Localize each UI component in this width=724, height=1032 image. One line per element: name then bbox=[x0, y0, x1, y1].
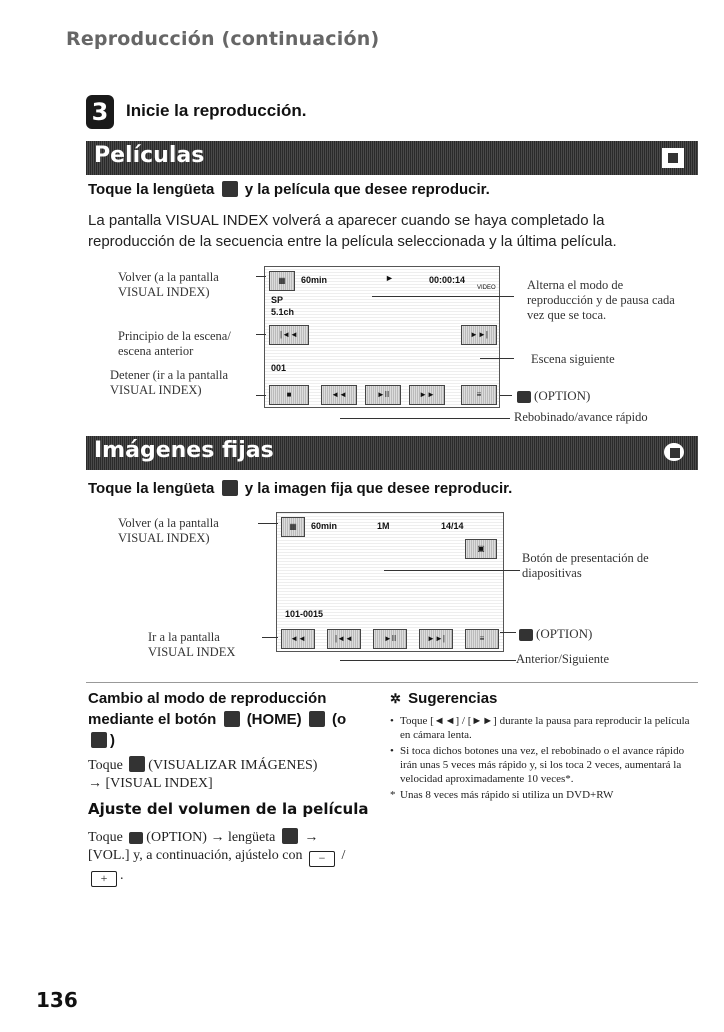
callout-option bbox=[514, 388, 664, 403]
minus-button-icon: − bbox=[309, 851, 335, 867]
leader-line bbox=[258, 523, 278, 524]
leader-line bbox=[500, 632, 516, 633]
callout-next-scene: Escena siguiente bbox=[531, 352, 615, 366]
file-number: 101-0015 bbox=[285, 609, 324, 619]
movies-subhead bbox=[88, 181, 490, 198]
quality-indicator: SP bbox=[271, 295, 284, 305]
stills-bar-label: Imágenes fijas bbox=[94, 438, 274, 463]
next-scene-button[interactable]: ►►| bbox=[461, 325, 497, 345]
image-count: 14/14 bbox=[441, 521, 464, 531]
plus-button-icon: + bbox=[91, 871, 117, 887]
tips-list bbox=[390, 714, 690, 804]
leader-line bbox=[480, 358, 514, 359]
image-button-icon bbox=[309, 711, 325, 727]
play-pause-button[interactable]: ►II bbox=[365, 385, 401, 405]
index-return-button[interactable]: ▦ bbox=[269, 271, 295, 291]
still-lcd-screen bbox=[276, 512, 504, 652]
view-images-icon bbox=[129, 756, 145, 772]
callout-option-label: (OPTION) bbox=[534, 388, 591, 403]
film-icon bbox=[662, 148, 684, 168]
volume-period: . bbox=[120, 868, 124, 883]
leader-line bbox=[340, 418, 510, 419]
playback-mode-heading bbox=[88, 688, 378, 751]
scene-counter: 001 bbox=[271, 363, 287, 373]
section-divider bbox=[86, 682, 698, 683]
playback-mode-heading-line2 bbox=[88, 709, 378, 730]
media-label: VIDEO bbox=[477, 285, 496, 291]
step-title: Inicie la reproducción. bbox=[126, 101, 307, 120]
option-button[interactable]: ≡ bbox=[461, 385, 497, 405]
callout-stills-back-index: Volver (a la pantalla VISUAL INDEX) bbox=[118, 516, 219, 545]
playback-mode-heading-text: mediante el botón bbox=[88, 711, 217, 728]
leader-line bbox=[256, 395, 266, 396]
callout-slideshow: Botón de presentación de diapositivas bbox=[522, 551, 649, 580]
leader-line bbox=[340, 660, 516, 661]
volume-slash: / bbox=[341, 848, 346, 863]
tip-item: • Si toca dichos botones una vez, el rebobinado o el avance rápido irán unas 5 veces más rápido y, si los toca 2 veces, aumentará la velocidad aproximadamente 10 veces*. bbox=[390, 744, 690, 786]
volume-touch-text: Toque bbox=[88, 830, 123, 845]
playback-tab-icon bbox=[282, 828, 298, 844]
movies-subhead-pre: Toque la lengüeta bbox=[88, 181, 215, 198]
callout-stills-option bbox=[516, 626, 666, 641]
volume-adjust-text: [VOL.] y, a continuación, ajústelo con bbox=[88, 848, 303, 863]
stills-stop-button[interactable]: ◄◄ bbox=[281, 629, 315, 649]
film-tab-icon bbox=[222, 181, 238, 197]
movies-subhead-post: y la película que desee reproducir. bbox=[244, 181, 490, 198]
stills-play-button[interactable]: ►II bbox=[373, 629, 407, 649]
volume-body-line1 bbox=[88, 828, 378, 847]
camera-tab-icon bbox=[222, 480, 238, 496]
stills-section-bar bbox=[86, 436, 698, 470]
view-images-label: (VISUALIZAR IMÁGENES) bbox=[148, 758, 318, 773]
callout-stills-option-label: (OPTION) bbox=[536, 626, 593, 641]
stop-button[interactable]: ■ bbox=[269, 385, 309, 405]
heading-close-paren: ) bbox=[110, 732, 115, 749]
tip-footnote: * Unas 8 veces más rápido si utiliza un DVD+RW bbox=[390, 788, 690, 802]
audio-indicator: 5.1ch bbox=[271, 307, 295, 317]
movie-lcd-screen bbox=[264, 266, 500, 408]
leader-line bbox=[384, 570, 520, 571]
image-size-indicator: 1M bbox=[377, 521, 390, 531]
previous-image-button[interactable]: |◄◄ bbox=[327, 629, 361, 649]
callout-rewind-ff: Rebobinado/avance rápido bbox=[514, 410, 648, 424]
callout-stop: Detener (ir a la pantalla VISUAL INDEX) bbox=[110, 368, 228, 397]
volume-arrow: → bbox=[304, 830, 319, 845]
slideshow-button[interactable]: ▣ bbox=[465, 539, 497, 559]
volume-heading: Ajuste del volumen de la película bbox=[88, 800, 369, 818]
stills-subhead-post: y la imagen fija que desee reproducir. bbox=[244, 480, 513, 497]
leader-line bbox=[256, 276, 266, 277]
callout-go-index: Ir a la pantalla VISUAL INDEX bbox=[148, 630, 236, 659]
volume-body bbox=[88, 828, 378, 887]
step-number-badge: 3 bbox=[86, 95, 114, 129]
leader-line bbox=[372, 296, 514, 297]
page-header-title: Reproducción (continuación) bbox=[66, 28, 380, 50]
volume-option-text: (OPTION) → lengüeta bbox=[146, 830, 276, 845]
tips-heading-label: Sugerencias bbox=[408, 690, 498, 707]
volume-body-line3 bbox=[88, 867, 378, 887]
callout-start-scene: Principio de la escena/ escena anterior bbox=[118, 329, 231, 358]
view-images-icon bbox=[91, 732, 107, 748]
playback-mode-body-line1 bbox=[88, 756, 378, 775]
prev-scene-button[interactable]: |◄◄ bbox=[269, 325, 309, 345]
stills-battery-indicator: 60min bbox=[311, 521, 338, 531]
page-number: 136 bbox=[36, 988, 78, 1012]
playback-mode-heading-line1: Cambio al modo de reproducción bbox=[88, 690, 327, 707]
leader-line bbox=[262, 637, 278, 638]
tips-icon: ✲ bbox=[390, 691, 401, 706]
stills-option-button[interactable]: ≡ bbox=[465, 629, 499, 649]
movies-body-text: La pantalla VISUAL INDEX volverá a aparecer cuando se haya completado la reproducción de la secuencia entre la película seleccionada y la última película. bbox=[88, 212, 617, 250]
camera-icon bbox=[664, 443, 684, 461]
stills-index-return-button[interactable]: ▦ bbox=[281, 517, 305, 537]
home-icon bbox=[224, 711, 240, 727]
movies-section-bar bbox=[86, 141, 698, 175]
home-label: (HOME) bbox=[246, 711, 302, 728]
rewind-button[interactable]: ◄◄ bbox=[321, 385, 357, 405]
visual-index-step: → [VISUAL INDEX] bbox=[88, 776, 213, 791]
touch-text: Toque bbox=[88, 758, 123, 773]
callout-prev-next: Anterior/Siguiente bbox=[516, 652, 610, 666]
timecode: 00:00:14 bbox=[429, 275, 466, 285]
option-icon bbox=[517, 391, 531, 403]
callout-toggle-mode: Alterna el modo de reproducción y de pausa cada vez que se toca. bbox=[527, 278, 675, 322]
next-image-button[interactable]: ►►| bbox=[419, 629, 453, 649]
movies-bar-label: Películas bbox=[94, 143, 205, 168]
stills-subhead bbox=[88, 480, 512, 497]
callout-back-index: Volver (a la pantalla VISUAL INDEX) bbox=[118, 270, 219, 299]
playback-mode-body bbox=[88, 756, 378, 793]
stills-subhead-pre: Toque la lengüeta bbox=[88, 480, 215, 497]
option-icon bbox=[519, 629, 533, 641]
playback-mode-heading-line3 bbox=[88, 730, 378, 751]
volume-body-line2 bbox=[88, 847, 378, 867]
option-icon bbox=[129, 832, 143, 844]
play-indicator-icon: ► bbox=[385, 273, 394, 283]
tips-heading bbox=[390, 688, 497, 709]
fast-forward-button[interactable]: ►► bbox=[409, 385, 445, 405]
tip-item: • Toque [◄◄] / [►►] durante la pausa para reproducir la película en cámara lenta. bbox=[390, 714, 690, 742]
leader-line bbox=[500, 395, 512, 396]
leader-line bbox=[256, 334, 266, 335]
battery-indicator: 60min bbox=[301, 275, 328, 285]
heading-alt-text: (o bbox=[332, 711, 347, 728]
